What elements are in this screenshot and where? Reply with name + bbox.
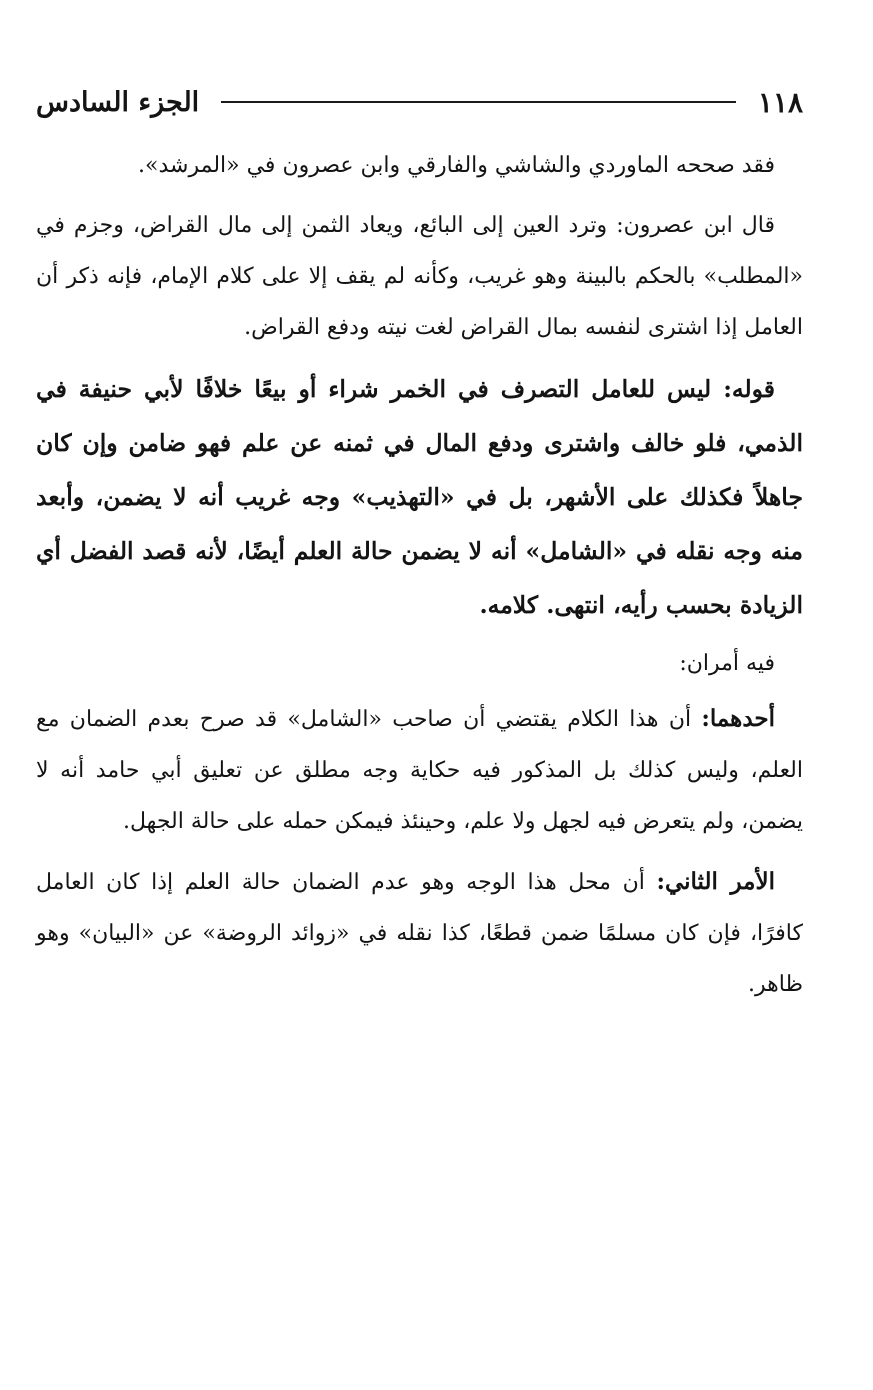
paragraph-quoted-statement xyxy=(36,362,803,632)
running-header xyxy=(36,78,803,126)
page-number: ١١٨ xyxy=(757,85,803,119)
paragraph-tashih xyxy=(36,140,803,191)
paragraph-lead: الأمر الثاني: xyxy=(656,868,775,895)
paragraph-second-matter xyxy=(36,856,803,1010)
paragraph-text: فقد صححه الماوردي والشاشي والفارقي وابن عصرون في «المرشد». xyxy=(138,153,775,178)
paragraph-text: قال ابن عصرون: وترد العين إلى البائع، ويعاد الثمن إلى مال القراض، وجزم في «المطلب» بالحكم بالبينة وهو غريب، وكأنه لم يقف إلا على كلام الإمام، فإنه ذكر أن العامل إذا اشترى لنفسه بمال القراض لغت نيته ودفع القراض. xyxy=(36,213,803,340)
paragraph-text: أن محل هذا الوجه وهو عدم الضمان حالة العلم إذا كان العامل كافرًا، فإن كان مسلمًا ضمن قطعًا، كذا نقله في «زوائد الروضة» عن «البيان» وهو ظاهر. xyxy=(36,870,803,997)
section-title: الجزء السادس xyxy=(36,86,200,118)
paragraph-ibn-asrun xyxy=(36,200,803,353)
paragraph-lead: أحدهما: xyxy=(701,705,775,732)
page-body xyxy=(36,140,803,1019)
paragraph-two-matters xyxy=(36,638,803,689)
paragraph-first-matter xyxy=(36,693,803,847)
paragraph-text: فيه أمران: xyxy=(679,651,775,676)
paragraph-text: أن هذا الكلام يقتضي أن صاحب «الشامل» قد صرح بعدم الضمان مع العلم، وليس كذلك بل المذكور فيه حكاية وجه مطلق عن تعليق أبي حامد أنه لا يضمن، ولم يتعرض فيه لجهل ولا علم، وحينئذ فيمكن حمله على حالة الجهل. xyxy=(36,707,803,834)
header-rule xyxy=(221,101,736,103)
paragraph-text: قوله: ليس للعامل التصرف في الخمر شراء أو بيعًا خلافًا لأبي حنيفة في الذمي، فلو خالف واشترى ودفع المال في ثمنه عن علم فهو ضامن وإن كان جاهلاً فكذلك على الأشهر، بل في «التهذيب» وجه غريب أنه لا يضمن، وأبعد منه وجه نقله في «الشامل» أنه لا يضمن حالة العلم أيضًا، لأنه قصد الفضل أي الزيادة بحسب رأيه، انتهى. كلامه. xyxy=(36,375,803,619)
